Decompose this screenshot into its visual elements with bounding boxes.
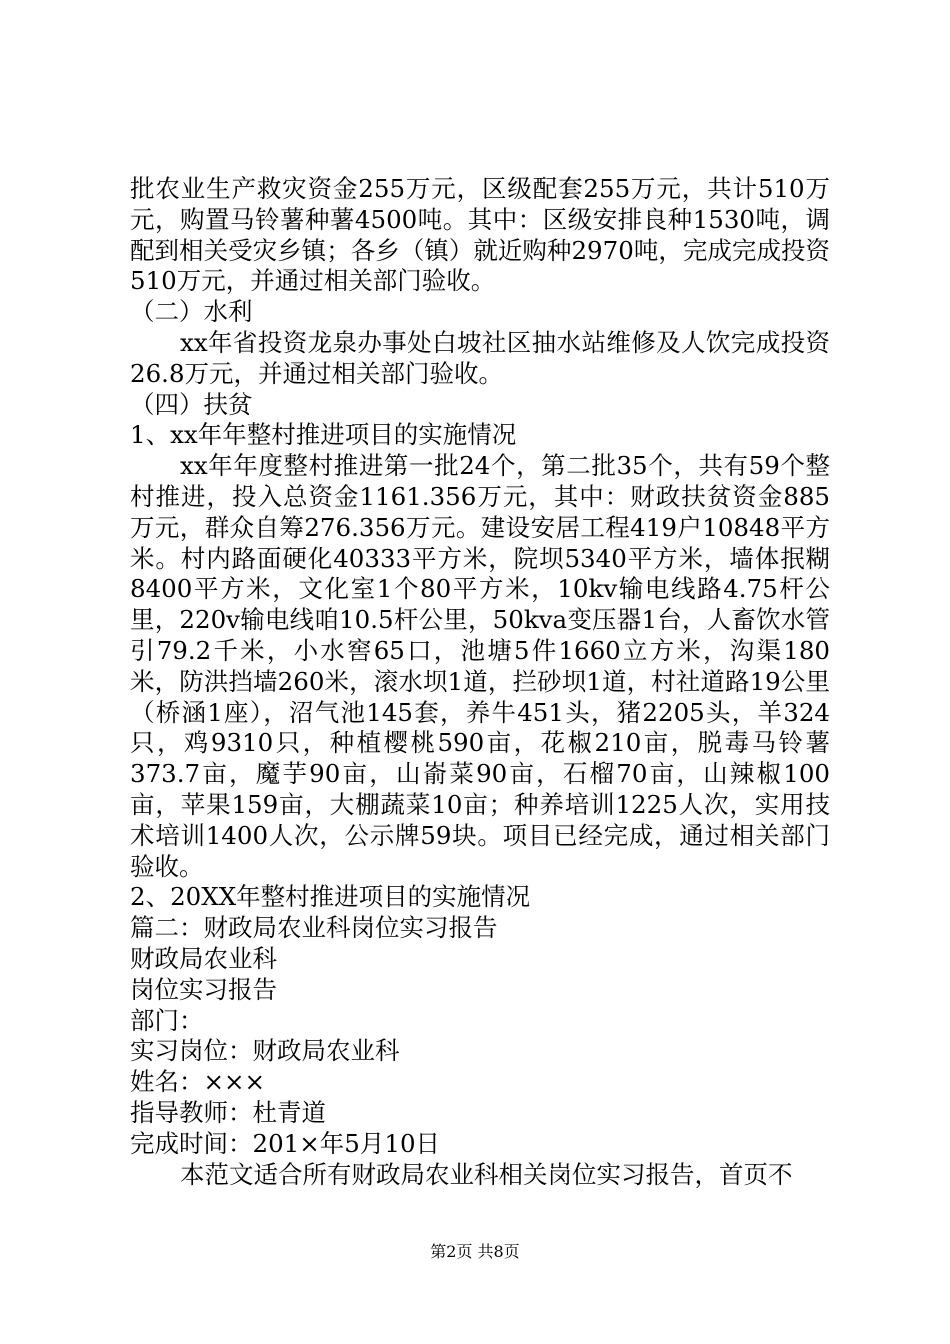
cover-field-department: 部门：	[130, 1005, 204, 1035]
cover-title-report: 岗位实习报告	[130, 974, 277, 1004]
cover-field-name: 姓名：×××	[130, 1067, 266, 1097]
paragraph-village-project-details: xx年年度整村推进第一批24个，第二批35个，共有59个整村推进，投入总资金1161.356万元，其中：财政扶贫资金885万元，群众自筹276.356万元。建设安居工程419户10848平方米。村内路面硬化40333平方米，院坝5340平方米，墙体抿糊8400平方米，文化室1个80平方米，10kv输电线路4.75杆公里，220v输电线咱10.5杆公里，50kva变压器1台，人畜饮水管引79.2千米，小水窖65口，池塘5件1660立方米，沟渠180米，防洪挡墙260米，滚水坝1道，拦砂坝1道，村社道路19公里（桥涵1座），沼气池145套，养牛451头，猪2205头，羊324只，鸡9310只，种植樱桃590亩，花椒210亩，脱毒马铃薯373.7亩，魔芋90亩，山嵛菜90亩，石榴70亩，山辣椒100亩，苹果159亩，大棚蔬菜10亩；种养培训1225人次，实用技术培训1400人次，公示牌59块。项目已经完成，通过相关部门验收。	[130, 451, 830, 881]
heading-article-two: 篇二：财政局农业科岗位实习报告	[130, 913, 498, 943]
cover-field-position: 实习岗位：财政局农业科	[130, 1036, 400, 1066]
heading-village-project-2: 2、20XX年整村推进项目的实施情况	[130, 882, 531, 912]
cover-field-date: 完成时间：201×年5月10日	[130, 1128, 441, 1158]
cover-field-advisor: 指导教师：杜青道	[130, 1097, 326, 1127]
paragraph-water-station: xx年省投资龙泉办事处白坡社区抽水站维修及人饮完成投资26.8万元，并通过相关部门验收。	[130, 327, 830, 388]
paragraph-disaster-relief-funds: 批农业生产救灾资金255万元，区级配套255万元，共计510万元，购置马铃薯种薯4500吨。其中：区级安排良种1530吨，调配到相关受灾乡镇；各乡（镇）就近购种2970吨，完成完成投资510万元，并通过相关部门验收。	[130, 174, 830, 296]
cover-title-department: 财政局农业科	[130, 943, 277, 973]
heading-water-conservancy: （二）水利	[130, 297, 253, 327]
page-number-footer: 第2页 共8页	[430, 1242, 520, 1261]
paragraph-template-note: 本范文适合所有财政局农业科相关岗位实习报告，首页不	[180, 1159, 793, 1189]
document-body	[130, 174, 830, 1190]
heading-village-project-1: 1、xx年年整村推进项目的实施情况	[130, 420, 517, 450]
heading-poverty-alleviation: （四）扶贫	[130, 389, 253, 419]
